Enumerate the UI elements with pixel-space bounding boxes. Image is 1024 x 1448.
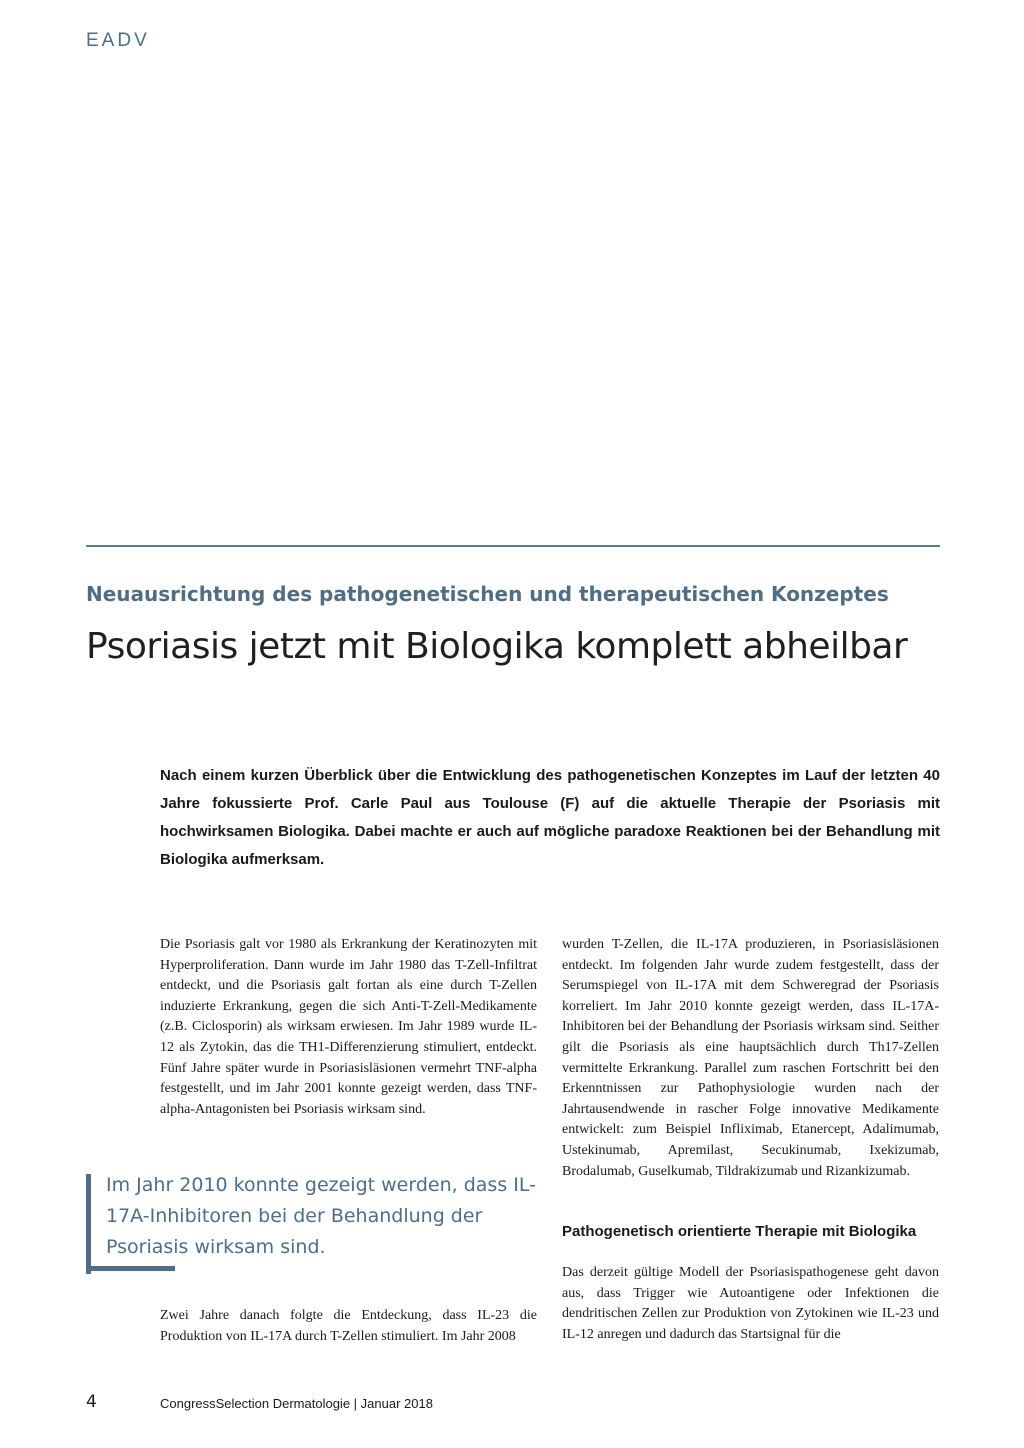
body-paragraph: Zwei Jahre danach folgte die Entdeckung, dass IL-23 die Produktion von IL-17A durch T-Zellen stimuliert. Im Jahr 2008 bbox=[160, 1308, 537, 1344]
article-title: Psoriasis jetzt mit Biologika komplett abheilbar bbox=[86, 626, 908, 667]
section-subheading: Pathogenetisch orientierte Therapie mit Biologika bbox=[562, 1223, 917, 1240]
publication-info: CongressSelection Dermatologie | Januar 2018 bbox=[160, 1396, 433, 1411]
title-divider bbox=[86, 545, 940, 547]
article-kicker: Neuausrichtung des pathogenetischen und therapeutischen Konzeptes bbox=[86, 582, 889, 606]
section-label: EADV bbox=[86, 30, 150, 51]
pull-quote-text: Im Jahr 2010 konnte gezeigt werden, dass IL-17A-Inhibitoren bei der Behandlung der Psoriasis wirksam sind. bbox=[106, 1174, 536, 1258]
body-paragraph: wurden T-Zellen, die IL-17A produzieren, in Psoriasisläsionen entdeckt. Im folgenden Jahr wurde zudem festgestellt, dass der Serumspiegel von IL-17A mit dem Schweregrad der Psoriasis korreliert. Im Jahr 2010 konnte gezeigt werden, dass IL-17A-Inhibitoren bei der Behandlung der Psoriasis wirksam sind. Seither gilt die Psoriasis als eine hauptsächlich durch Th17-Zellen vermittelte Erkrankung. Parallel zum raschen Fortschritt bei den Erkenntnissen zur Pathophysiologie wurden nach der Jahrtausendwende in rascher Folge innovative Medikamente entwickelt: zum Beispiel Infliximab, Etanercept, Adalimumab, Ustekinumab, Apremilast, Secukinumab, Ixekizumab, Brodalumab, Guselkumab, Tildrakizumab und Rizankizumab. bbox=[562, 937, 939, 1179]
body-paragraph: Die Psoriasis galt vor 1980 als Erkrankung der Keratinozyten mit Hyperproliferation. Dann wurde im Jahr 1980 das T-Zell-Infiltrat entdeckt, und die Psoriasis galt fortan als eine durch T-Zellen induzierte Erkrankung, gegen die sich Anti-T-Zell-Medikamente (z.B. Ciclosporin) als wirksam erwiesen. Im Jahr 1989 wurde IL-12 als Zytokin, das die TH1-Differenzierung stimuliert, entdeckt. Fünf Jahre später wurde in Psoriasisläsionen vermehrt TNF-alpha festgestellt, und im Jahr 2001 konnte gezeigt werden, dass TNF-alpha-Antagonisten bei Psoriasis wirksam sind. bbox=[160, 937, 537, 1117]
body-paragraph: Das derzeit gültige Modell der Psoriasispathogenese geht davon aus, dass Trigger wie Autoantigene oder Infektionen die dendritischen Zellen zur Produktion von Zytokinen wie IL-23 und IL-12 anregen und dadurch das Startsignal für die bbox=[562, 1265, 939, 1342]
pull-quote-bar bbox=[86, 1174, 91, 1274]
article-lead: Nach einem kurzen Überblick über die Entwicklung des pathogenetischen Konzeptes im Lauf der letzten 40 Jahre fokussierte Prof. Carle Paul aus Toulouse (F) auf die aktuelle Therapie der Psoriasis mit hochwirksamen Biologika. Dabei machte er auch auf mögliche paradoxe Reaktionen bei der Behandlung mit Biologika aufmerksam. bbox=[160, 767, 940, 868]
page-number: 4 bbox=[86, 1392, 97, 1412]
pull-quote-underline bbox=[86, 1266, 175, 1271]
pull-quote bbox=[86, 1170, 546, 1274]
